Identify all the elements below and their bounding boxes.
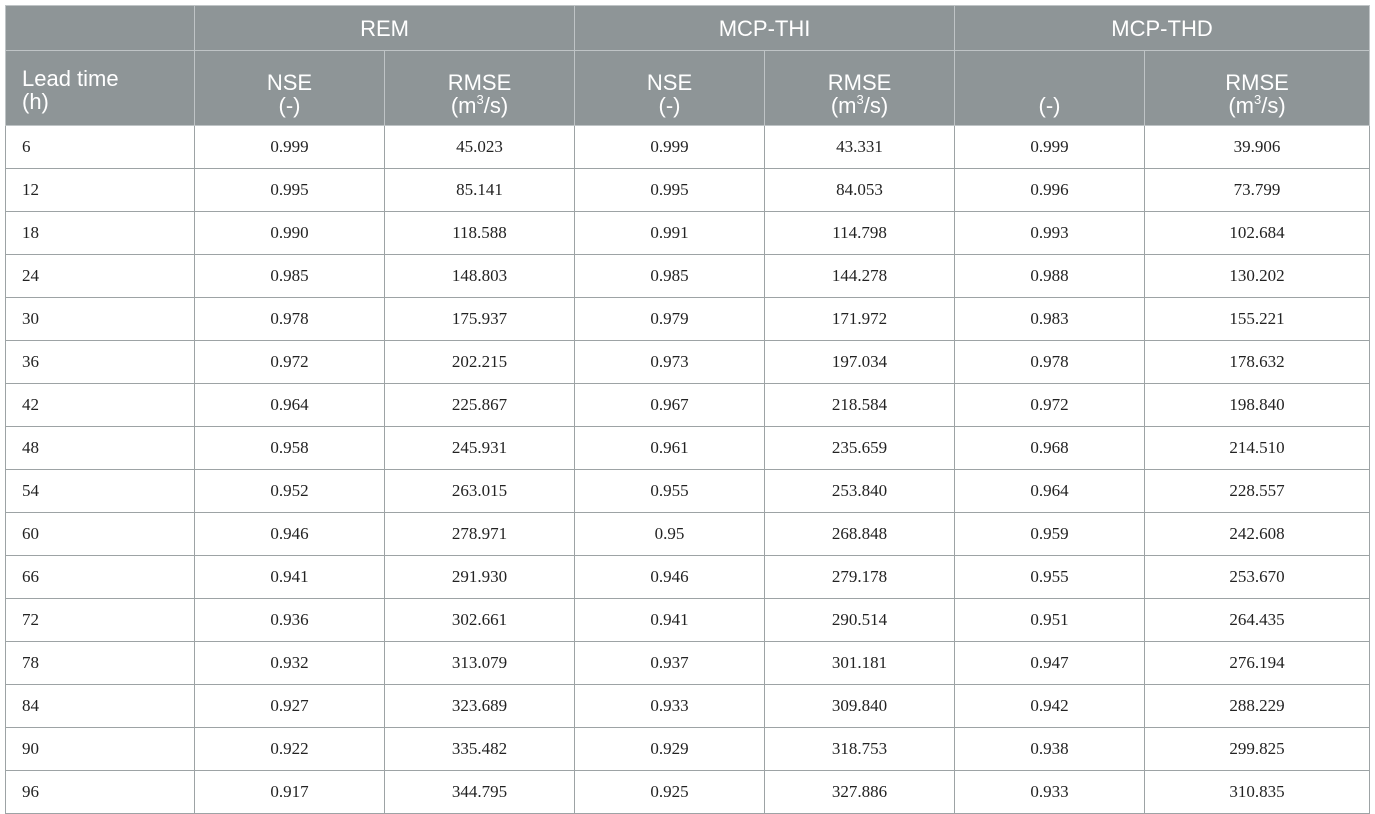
rem-nse-unit: (-) — [278, 93, 301, 118]
rem-rmse-cell: 148.803 — [385, 255, 575, 298]
group-header-row — [6, 6, 1370, 51]
table-row — [6, 728, 1370, 771]
thd-nse-cell: 0.947 — [955, 642, 1145, 685]
thd-rmse-cell: 242.608 — [1145, 513, 1370, 556]
thd-rmse-cell: 130.202 — [1145, 255, 1370, 298]
thd-nse-cell: 0.942 — [955, 685, 1145, 728]
thi-nse-cell: 0.955 — [575, 470, 765, 513]
lead-time-cell: 78 — [6, 642, 195, 685]
lead-time-unit: (h) — [22, 89, 49, 114]
rem-nse-cell: 0.990 — [195, 212, 385, 255]
thd-rmse-header — [1145, 51, 1370, 126]
thi-rmse-cell: 84.053 — [765, 169, 955, 212]
lead-time-cell: 42 — [6, 384, 195, 427]
rem-nse-cell: 0.941 — [195, 556, 385, 599]
thd-nse-cell: 0.955 — [955, 556, 1145, 599]
group-header-mcp-thd: MCP-THD — [955, 6, 1370, 51]
thi-rmse-unit: $(m^3/s)$ — [830, 91, 889, 118]
thi-nse-cell: 0.929 — [575, 728, 765, 771]
rem-rmse-cell: 302.661 — [385, 599, 575, 642]
thi-nse-cell: 0.967 — [575, 384, 765, 427]
thd-rmse-unit: $(m^3/s)$ — [1228, 91, 1286, 118]
thi-nse-label: NSE — [646, 70, 693, 95]
rem-nse-cell: 0.958 — [195, 427, 385, 470]
thi-nse-cell: 0.941 — [575, 599, 765, 642]
table-row — [6, 513, 1370, 556]
thi-rmse-cell: 171.972 — [765, 298, 955, 341]
rem-rmse-cell: 202.215 — [385, 341, 575, 384]
lead-time-cell: 66 — [6, 556, 195, 599]
table-row — [6, 599, 1370, 642]
thi-nse-cell: 0.946 — [575, 556, 765, 599]
thi-rmse-cell: 218.584 — [765, 384, 955, 427]
table-row — [6, 341, 1370, 384]
thd-rmse-cell: 253.670 — [1145, 556, 1370, 599]
thd-nse-unit: (-) — [1038, 93, 1061, 118]
thd-rmse-cell: 198.840 — [1145, 384, 1370, 427]
table-row — [6, 427, 1370, 470]
rem-nse-cell: 0.946 — [195, 513, 385, 556]
thi-nse-cell: 0.995 — [575, 169, 765, 212]
thd-nse-cell: 0.993 — [955, 212, 1145, 255]
thi-rmse-cell: 279.178 — [765, 556, 955, 599]
thd-rmse-cell: 310.835 — [1145, 771, 1370, 814]
thi-nse-cell: 0.961 — [575, 427, 765, 470]
thd-rmse-cell: 228.557 — [1145, 470, 1370, 513]
table-body — [6, 126, 1370, 814]
thd-nse-cell: 0.959 — [955, 513, 1145, 556]
rem-rmse-cell: 344.795 — [385, 771, 575, 814]
thi-nse-cell: 0.925 — [575, 771, 765, 814]
thi-nse-cell: 0.95 — [575, 513, 765, 556]
thi-nse-cell: 0.991 — [575, 212, 765, 255]
thd-rmse-cell: 73.799 — [1145, 169, 1370, 212]
rem-nse-cell: 0.917 — [195, 771, 385, 814]
thd-nse-cell: 0.951 — [955, 599, 1145, 642]
thd-nse-cell: 0.996 — [955, 169, 1145, 212]
table-row — [6, 298, 1370, 341]
thi-rmse-cell: 318.753 — [765, 728, 955, 771]
lead-time-cell: 36 — [6, 341, 195, 384]
table-row — [6, 556, 1370, 599]
rem-nse-cell: 0.952 — [195, 470, 385, 513]
table-row — [6, 470, 1370, 513]
thd-nse-cell: 0.933 — [955, 771, 1145, 814]
thi-rmse-label: RMSE — [827, 70, 892, 95]
table-row — [6, 642, 1370, 685]
table-row — [6, 126, 1370, 169]
rem-nse-header — [195, 51, 385, 126]
rem-rmse-label: RMSE — [447, 70, 512, 95]
lead-time-cell: 72 — [6, 599, 195, 642]
table-row — [6, 384, 1370, 427]
thi-nse-unit: (-) — [658, 93, 681, 118]
thd-nse-cell: 0.968 — [955, 427, 1145, 470]
thi-nse-header — [575, 51, 765, 126]
thi-nse-cell: 0.973 — [575, 341, 765, 384]
thd-rmse-cell: 276.194 — [1145, 642, 1370, 685]
thd-rmse-label: RMSE — [1225, 70, 1289, 95]
thi-rmse-cell: 268.848 — [765, 513, 955, 556]
thi-rmse-header — [765, 51, 955, 126]
thd-nse-cell: 0.938 — [955, 728, 1145, 771]
table-row — [6, 771, 1370, 814]
thi-rmse-cell: 327.886 — [765, 771, 955, 814]
rem-rmse-cell: 313.079 — [385, 642, 575, 685]
rem-nse-cell: 0.927 — [195, 685, 385, 728]
table-row — [6, 255, 1370, 298]
rem-rmse-header — [385, 51, 575, 126]
thd-rmse-cell: 102.684 — [1145, 212, 1370, 255]
group-header-rem: REM — [195, 6, 575, 51]
rem-rmse-cell: 118.588 — [385, 212, 575, 255]
table-row — [6, 685, 1370, 728]
thi-rmse-cell: 290.514 — [765, 599, 955, 642]
thd-rmse-cell: 288.229 — [1145, 685, 1370, 728]
rem-rmse-cell: 278.971 — [385, 513, 575, 556]
rem-nse-cell: 0.978 — [195, 298, 385, 341]
thi-rmse-cell: 235.659 — [765, 427, 955, 470]
thi-nse-cell: 0.979 — [575, 298, 765, 341]
thd-nse-cell: 0.988 — [955, 255, 1145, 298]
thd-rmse-cell: 178.632 — [1145, 341, 1370, 384]
rem-nse-cell: 0.922 — [195, 728, 385, 771]
thd-rmse-cell: 299.825 — [1145, 728, 1370, 771]
rem-nse-cell: 0.932 — [195, 642, 385, 685]
lead-time-cell: 60 — [6, 513, 195, 556]
lead-time-cell: 84 — [6, 685, 195, 728]
thd-nse-header — [955, 51, 1145, 126]
lead-time-cell: 24 — [6, 255, 195, 298]
lead-time-header — [6, 51, 195, 126]
lead-time-cell: 30 — [6, 298, 195, 341]
thd-rmse-cell: 155.221 — [1145, 298, 1370, 341]
lead-time-cell: 54 — [6, 470, 195, 513]
thi-nse-cell: 0.999 — [575, 126, 765, 169]
rem-nse-cell: 0.995 — [195, 169, 385, 212]
thd-rmse-cell: 214.510 — [1145, 427, 1370, 470]
rem-rmse-cell: 245.931 — [385, 427, 575, 470]
rem-nse-cell: 0.985 — [195, 255, 385, 298]
rem-nse-cell: 0.964 — [195, 384, 385, 427]
rem-rmse-cell: 263.015 — [385, 470, 575, 513]
lead-time-cell: 12 — [6, 169, 195, 212]
thi-nse-cell: 0.985 — [575, 255, 765, 298]
rem-rmse-cell: 291.930 — [385, 556, 575, 599]
rem-rmse-cell: 225.867 — [385, 384, 575, 427]
rem-rmse-cell: 175.937 — [385, 298, 575, 341]
corner-cell — [6, 6, 195, 51]
column-header-row — [6, 51, 1370, 126]
rem-rmse-cell: 45.023 — [385, 126, 575, 169]
thi-rmse-cell: 144.278 — [765, 255, 955, 298]
thd-nse-cell: 0.972 — [955, 384, 1145, 427]
rem-nse-cell: 0.999 — [195, 126, 385, 169]
lead-time-label: Lead time — [22, 66, 119, 91]
thd-rmse-cell: 39.906 — [1145, 126, 1370, 169]
lead-time-cell: 90 — [6, 728, 195, 771]
thi-rmse-cell: 114.798 — [765, 212, 955, 255]
rem-nse-cell: 0.936 — [195, 599, 385, 642]
rem-rmse-cell: 85.141 — [385, 169, 575, 212]
lead-time-cell: 96 — [6, 771, 195, 814]
thi-nse-cell: 0.937 — [575, 642, 765, 685]
thi-nse-cell: 0.933 — [575, 685, 765, 728]
thd-nse-cell: 0.964 — [955, 470, 1145, 513]
rem-rmse-cell: 323.689 — [385, 685, 575, 728]
thd-nse-cell: 0.978 — [955, 341, 1145, 384]
thi-rmse-cell: 253.840 — [765, 470, 955, 513]
lead-time-cell: 6 — [6, 126, 195, 169]
thi-rmse-cell: 43.331 — [765, 126, 955, 169]
table-row — [6, 212, 1370, 255]
rem-nse-label: NSE — [266, 70, 313, 95]
thi-rmse-cell: 309.840 — [765, 685, 955, 728]
results-table — [5, 5, 1370, 814]
lead-time-cell: 18 — [6, 212, 195, 255]
group-header-mcp-thi: MCP-THI — [575, 6, 955, 51]
thd-nse-cell: 0.983 — [955, 298, 1145, 341]
thd-rmse-cell: 264.435 — [1145, 599, 1370, 642]
rem-rmse-unit: $(m^3/s)$ — [450, 91, 509, 118]
table-row — [6, 169, 1370, 212]
thi-rmse-cell: 301.181 — [765, 642, 955, 685]
rem-nse-cell: 0.972 — [195, 341, 385, 384]
lead-time-cell: 48 — [6, 427, 195, 470]
rem-rmse-cell: 335.482 — [385, 728, 575, 771]
thi-rmse-cell: 197.034 — [765, 341, 955, 384]
thd-nse-cell: 0.999 — [955, 126, 1145, 169]
